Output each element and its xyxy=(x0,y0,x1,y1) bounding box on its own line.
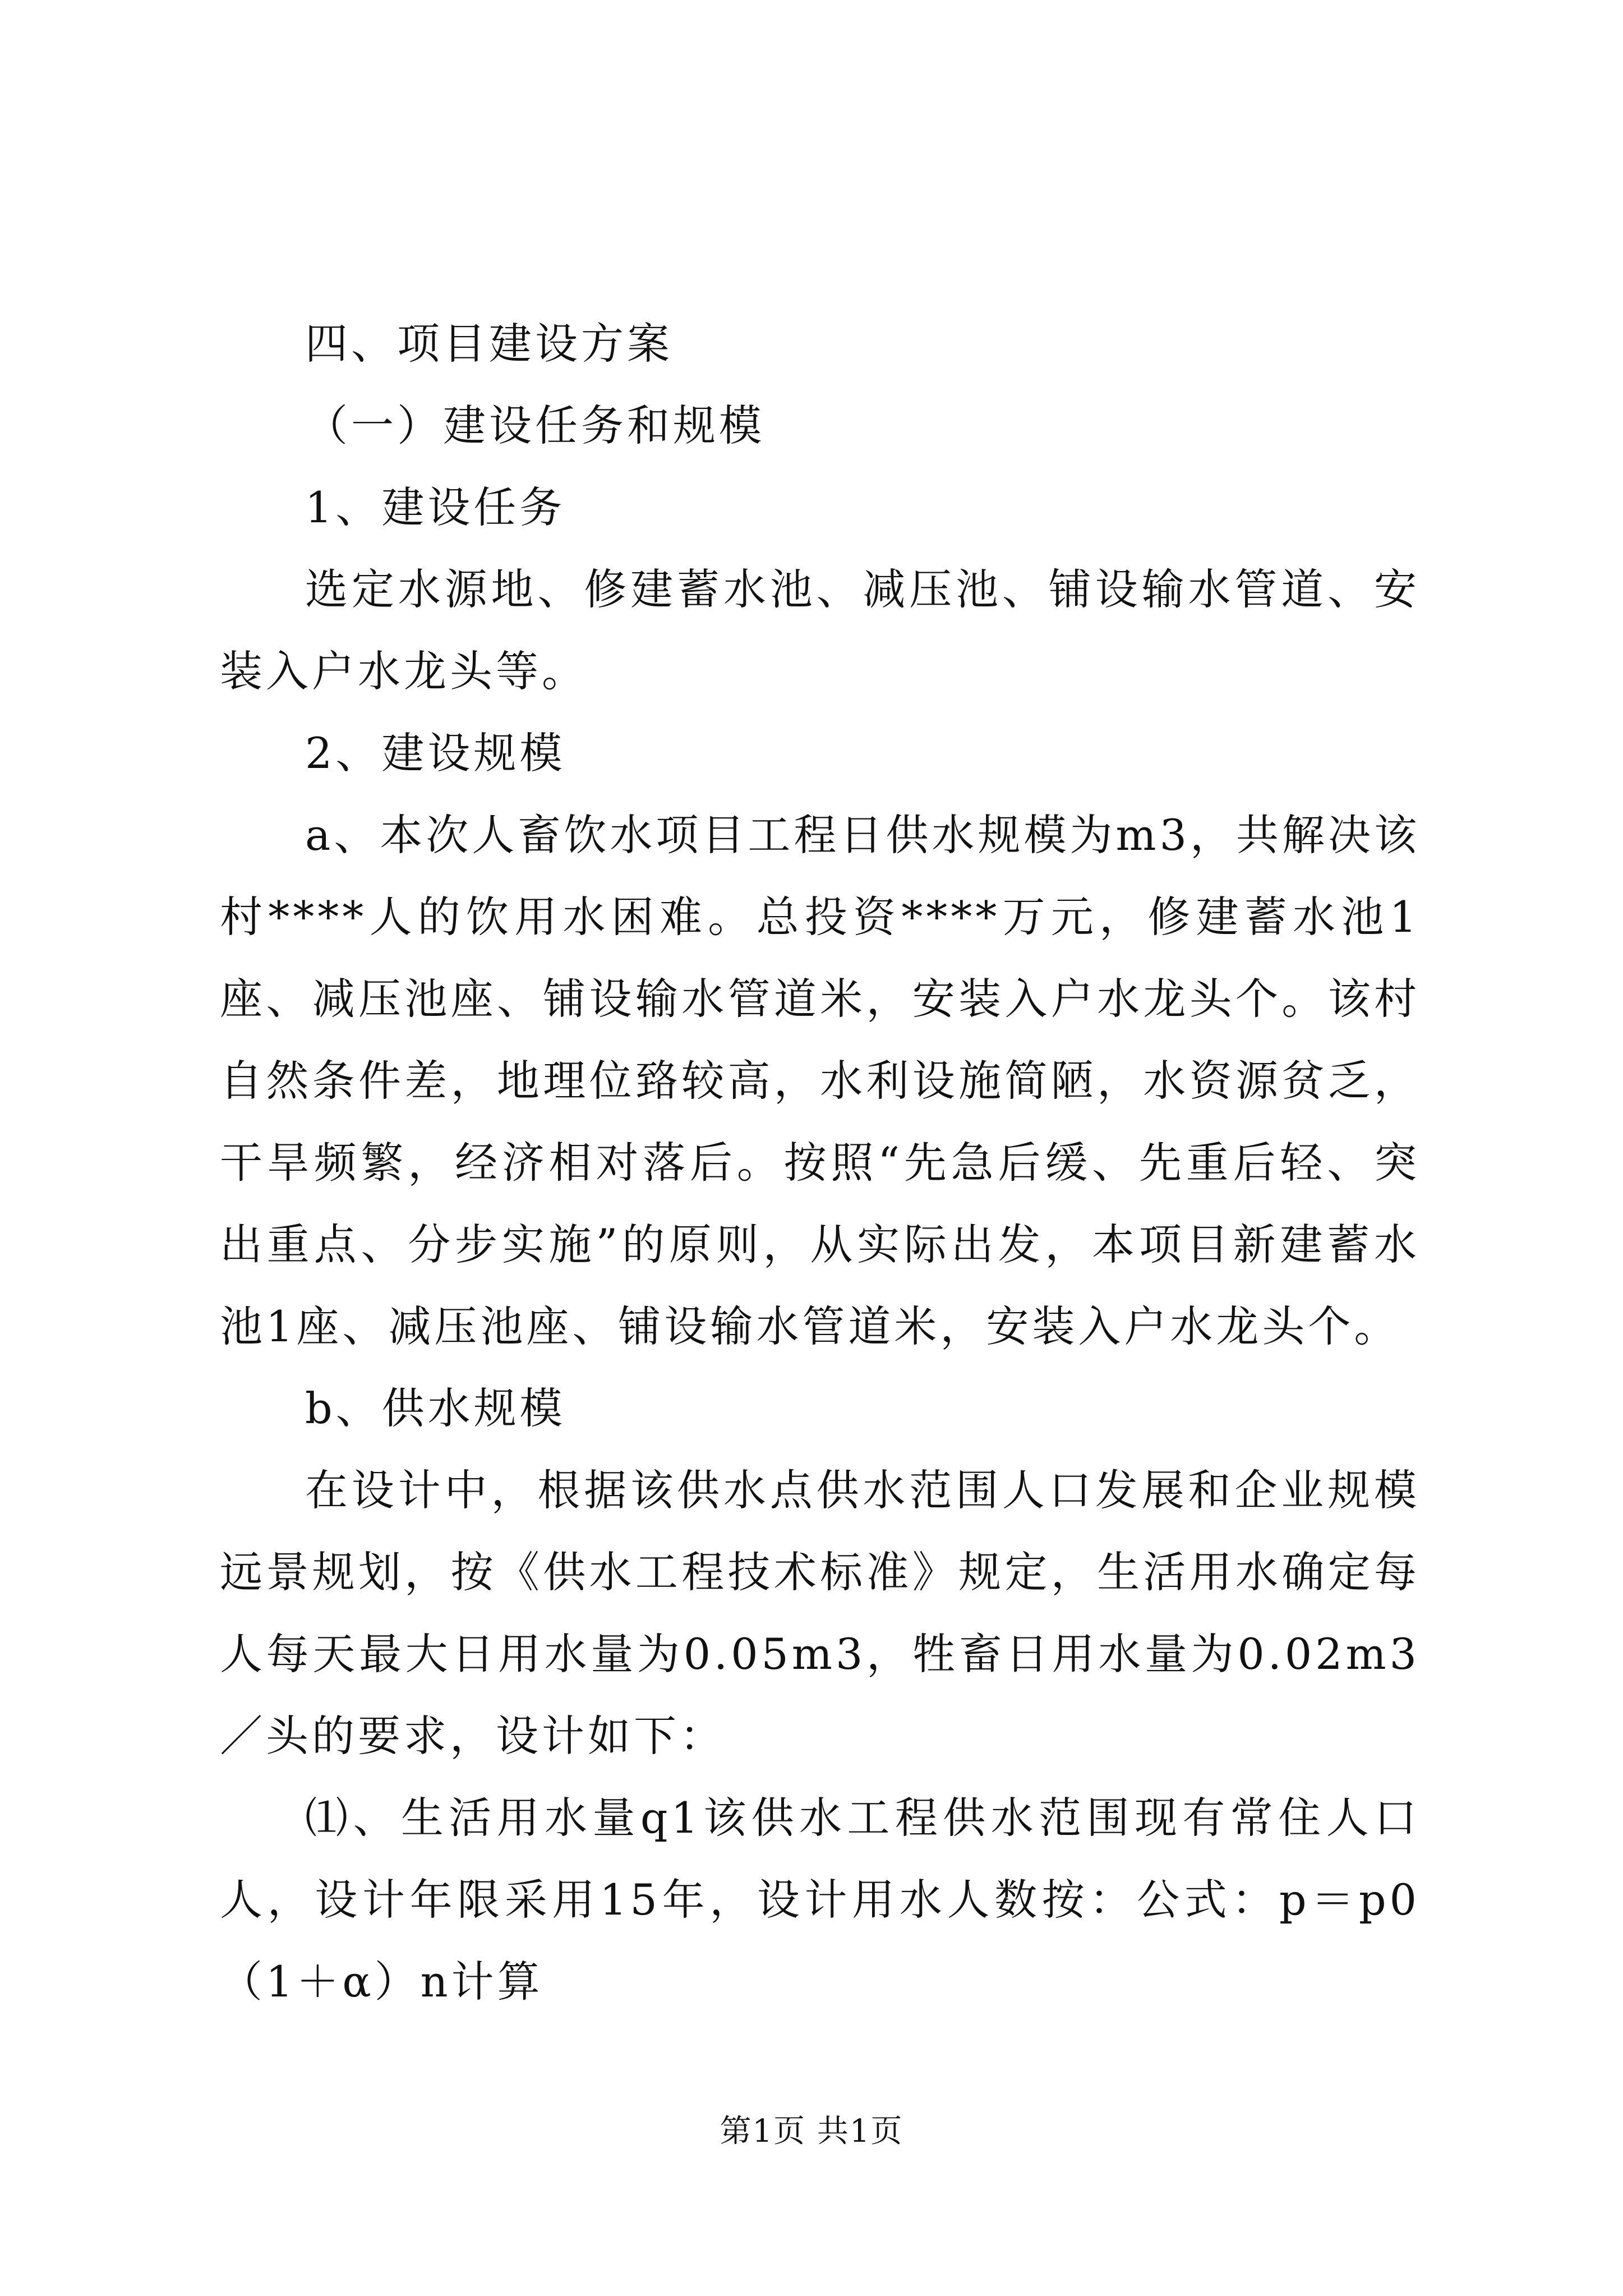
paragraph-scale-a: a、本次人畜饮水项目工程日供水规模为m3，共解决该村****人的饮用水困难。总投资****万元，修建蓄水池1座、减压池座、铺设输水管道米，安装入户水龙头个。该村自然条件差，地理位臵较高，水利设施简陋，水资源贫乏，干旱频繁，经济相对落后。按照“先急后缓、先重后轻、突出重点、分步实施”的原则，从实际出发，本项目新建蓄水池1座、减压池座、铺设输水管道米，安装入户水龙头个。 xyxy=(220,810,1420,1351)
paragraph-tasks: 选定水源地、修建蓄水池、减压池、铺设输水管道、安装入户水龙头等。 xyxy=(220,564,1420,696)
item-heading-scale: 2、建设规模 xyxy=(305,728,566,778)
paragraph-supply-design: 在设计中，根据该供水点供水范围人口发展和企业规模远景规划，按《供水工程技术标准》规定，生活用水确定每人每天最大日用水量为0.05m3，牲畜日用水量为0.02m3／头的要求，设计如下： xyxy=(220,1465,1420,1761)
page-footer: 第1页 共1页 xyxy=(720,2113,903,2150)
item-heading-supply: b、供水规模 xyxy=(305,1383,566,1433)
subsection-heading: （一）建设任务和规模 xyxy=(305,401,765,450)
item-heading-tasks: 1、建设任务 xyxy=(305,482,566,532)
section-heading: 四、项目建设方案 xyxy=(305,319,673,369)
document-body xyxy=(220,303,1420,2023)
paragraph-domestic-water: ⑴、生活用水量q1该供水工程供水范围现有常住人口人，设计年限采用15年，设计用水人数按：公式：p＝p0（1＋α）n计算 xyxy=(220,1793,1420,2007)
